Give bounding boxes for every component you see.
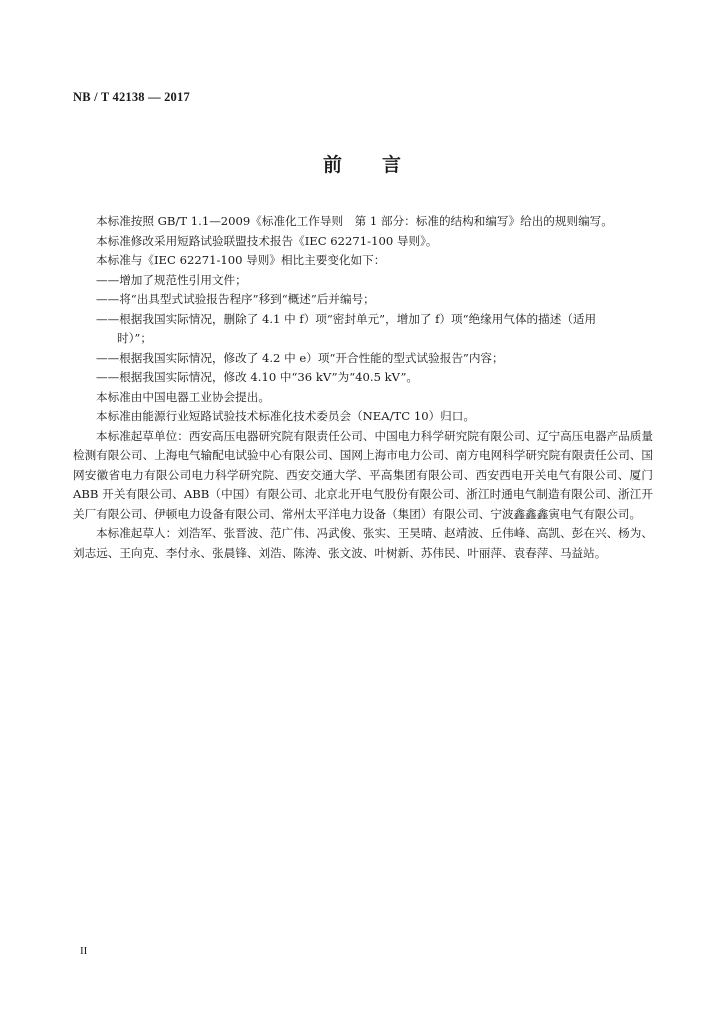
change-item-1: ——增加了规范性引用文件； xyxy=(96,272,247,287)
change-item-5: ——根据我国实际情况，修改 4.10 中“36 kV”为“40.5 kV”。 xyxy=(96,370,418,384)
change-item-3-line-2: 时）”； xyxy=(117,331,152,345)
paragraph-changes-intro: 本标准与《IEC 62271-100 导则》相比主要变化如下： xyxy=(96,253,386,267)
paragraph-proposer: 本标准由中国电器工业协会提出。 xyxy=(96,389,270,404)
paragraph-drafters: 本标准起草人：刘浩军、张晋波、范广伟、冯武俊、张实、王昊晴、赵靖波、丘伟峰、高凯、彭在兴、杨为、刘志远、王向克、李付永、张晨锋、刘浩、陈涛、张文波、叶树新、苏伟民、叶丽萍、袁春萍、马益站。 xyxy=(73,526,653,560)
paragraph-drafting-rules: 本标准按照 GB/T 1.1—2009《标准化工作导则 第 1 部分：标准的结构和编写》给出的规则编写。 xyxy=(96,214,613,228)
title-char-1: 前 xyxy=(322,154,342,176)
standard-code-header: NB / T 42138 — 2017 xyxy=(73,90,190,104)
title-char-2: 言 xyxy=(382,154,402,176)
paragraph-committee: 本标准由能源行业短路试验技术标准化技术委员会（NEA/TC 10）归口。 xyxy=(96,409,475,423)
page-number: II xyxy=(80,945,88,957)
paragraph-adoption: 本标准修改采用短路试验联盟技术报告《IEC 62271-100 导则》。 xyxy=(96,233,438,248)
change-item-3-line-1: ——根据我国实际情况，删除了 4.1 中 f）项“密封单元”，增加了 f）项“绝缘用气体的描述（适用 xyxy=(96,311,597,326)
change-item-4: ——根据我国实际情况，修改了 4.2 中 e）项“开合性能的型式试验报告”内容； xyxy=(96,350,504,365)
change-item-3 xyxy=(73,310,653,349)
foreword-body xyxy=(73,212,653,563)
change-item-2: ——将“出具型式试验报告程序”移到“概述”后并编号； xyxy=(96,292,375,306)
paragraph-drafting-units: 本标准起草单位：西安高压电器研究院有限责任公司、中国电力科学研究院有限公司、辽宁高压电器产品质量检测有限公司、上海电气输配电试验中心有限公司、国网上海市电力公司、南方电网科学研究院有限责任公司、国网安徽省电力有限公司电力科学研究院、西安交通大学、平高集团有限公司、西安西电开关电气有限公司、厦门 ABB 开关有限公司、ABB（中国）有限公司、北京北开电气股份有限公司、浙江时通电气制造有限公司、浙江开关厂有限公司、伊顿电力设备有限公司、常州太平洋电力设备（集团）有限公司、宁波鑫鑫鑫寅电气有限公司。 xyxy=(73,428,653,521)
page-title xyxy=(0,150,724,177)
